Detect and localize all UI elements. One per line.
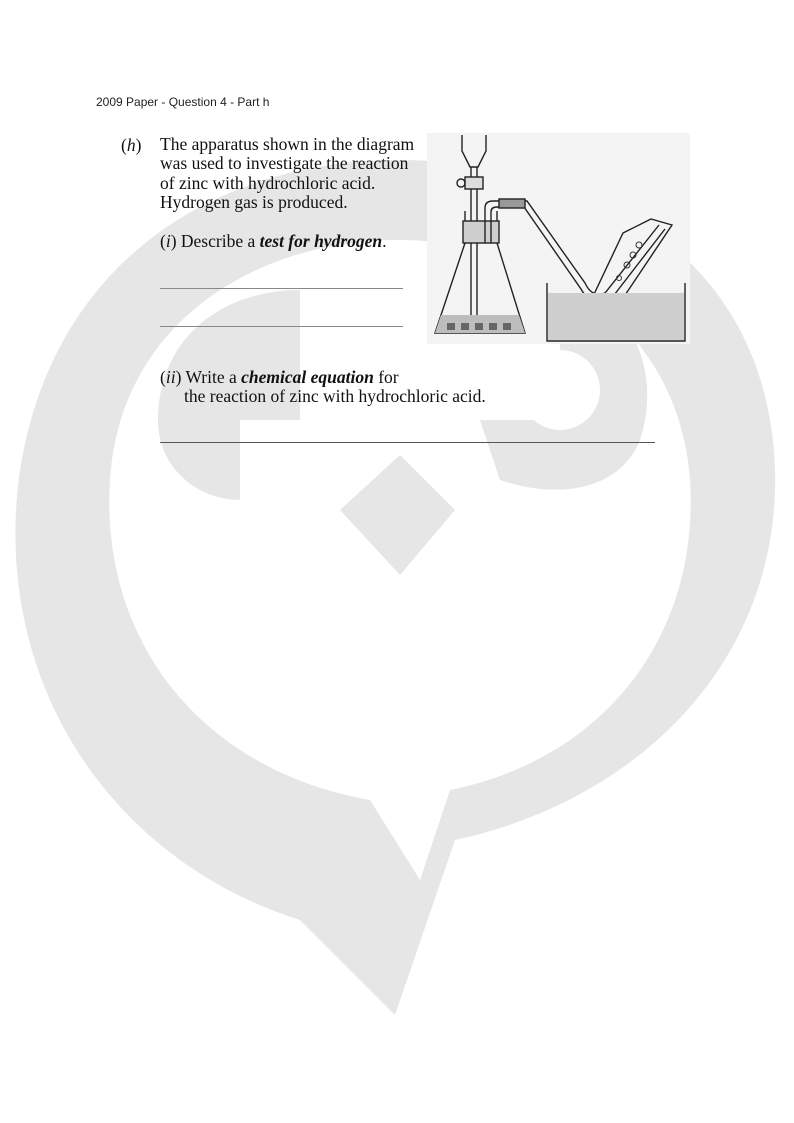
part-label-open: ( — [121, 135, 127, 155]
intro-line: of zinc with hydrochloric acid. — [160, 173, 376, 193]
subquestion-ii — [160, 368, 399, 388]
intro-line: The apparatus shown in the diagram — [160, 134, 415, 154]
subq-i-emphasis: test for hydrogen — [259, 231, 383, 251]
subq-ii-numeral: ii — [165, 367, 176, 387]
subquestion-ii-line2: the reaction of zinc with hydrochloric acid. — [184, 386, 486, 406]
subq-ii-end: for — [373, 367, 399, 387]
answer-line[interactable] — [160, 442, 655, 443]
subq-ii-emphasis: chemical equation — [241, 367, 374, 387]
answer-line[interactable] — [160, 288, 403, 289]
subq-ii-close: ) — [175, 367, 182, 387]
zinc-acid-apparatus-icon — [427, 133, 690, 344]
part-letter: h — [126, 135, 136, 155]
subq-i-close: ) — [170, 231, 177, 251]
subq-i-text: Describe a — [176, 231, 260, 251]
subq-i-open: ( — [160, 231, 166, 251]
page-header: 2009 Paper - Question 4 - Part h — [96, 95, 270, 109]
intro-line: Hydrogen gas is produced. — [160, 192, 348, 212]
answer-line[interactable] — [160, 326, 403, 327]
subq-ii-text: Write a — [181, 367, 242, 387]
intro-line: was used to investigate the reaction — [160, 153, 409, 173]
part-label-close: ) — [135, 135, 142, 155]
subq-ii-open: ( — [160, 367, 166, 387]
subq-i-numeral: i — [165, 231, 171, 251]
subq-i-end: . — [382, 231, 387, 251]
part-label — [121, 135, 141, 156]
subquestion-i — [160, 232, 387, 252]
